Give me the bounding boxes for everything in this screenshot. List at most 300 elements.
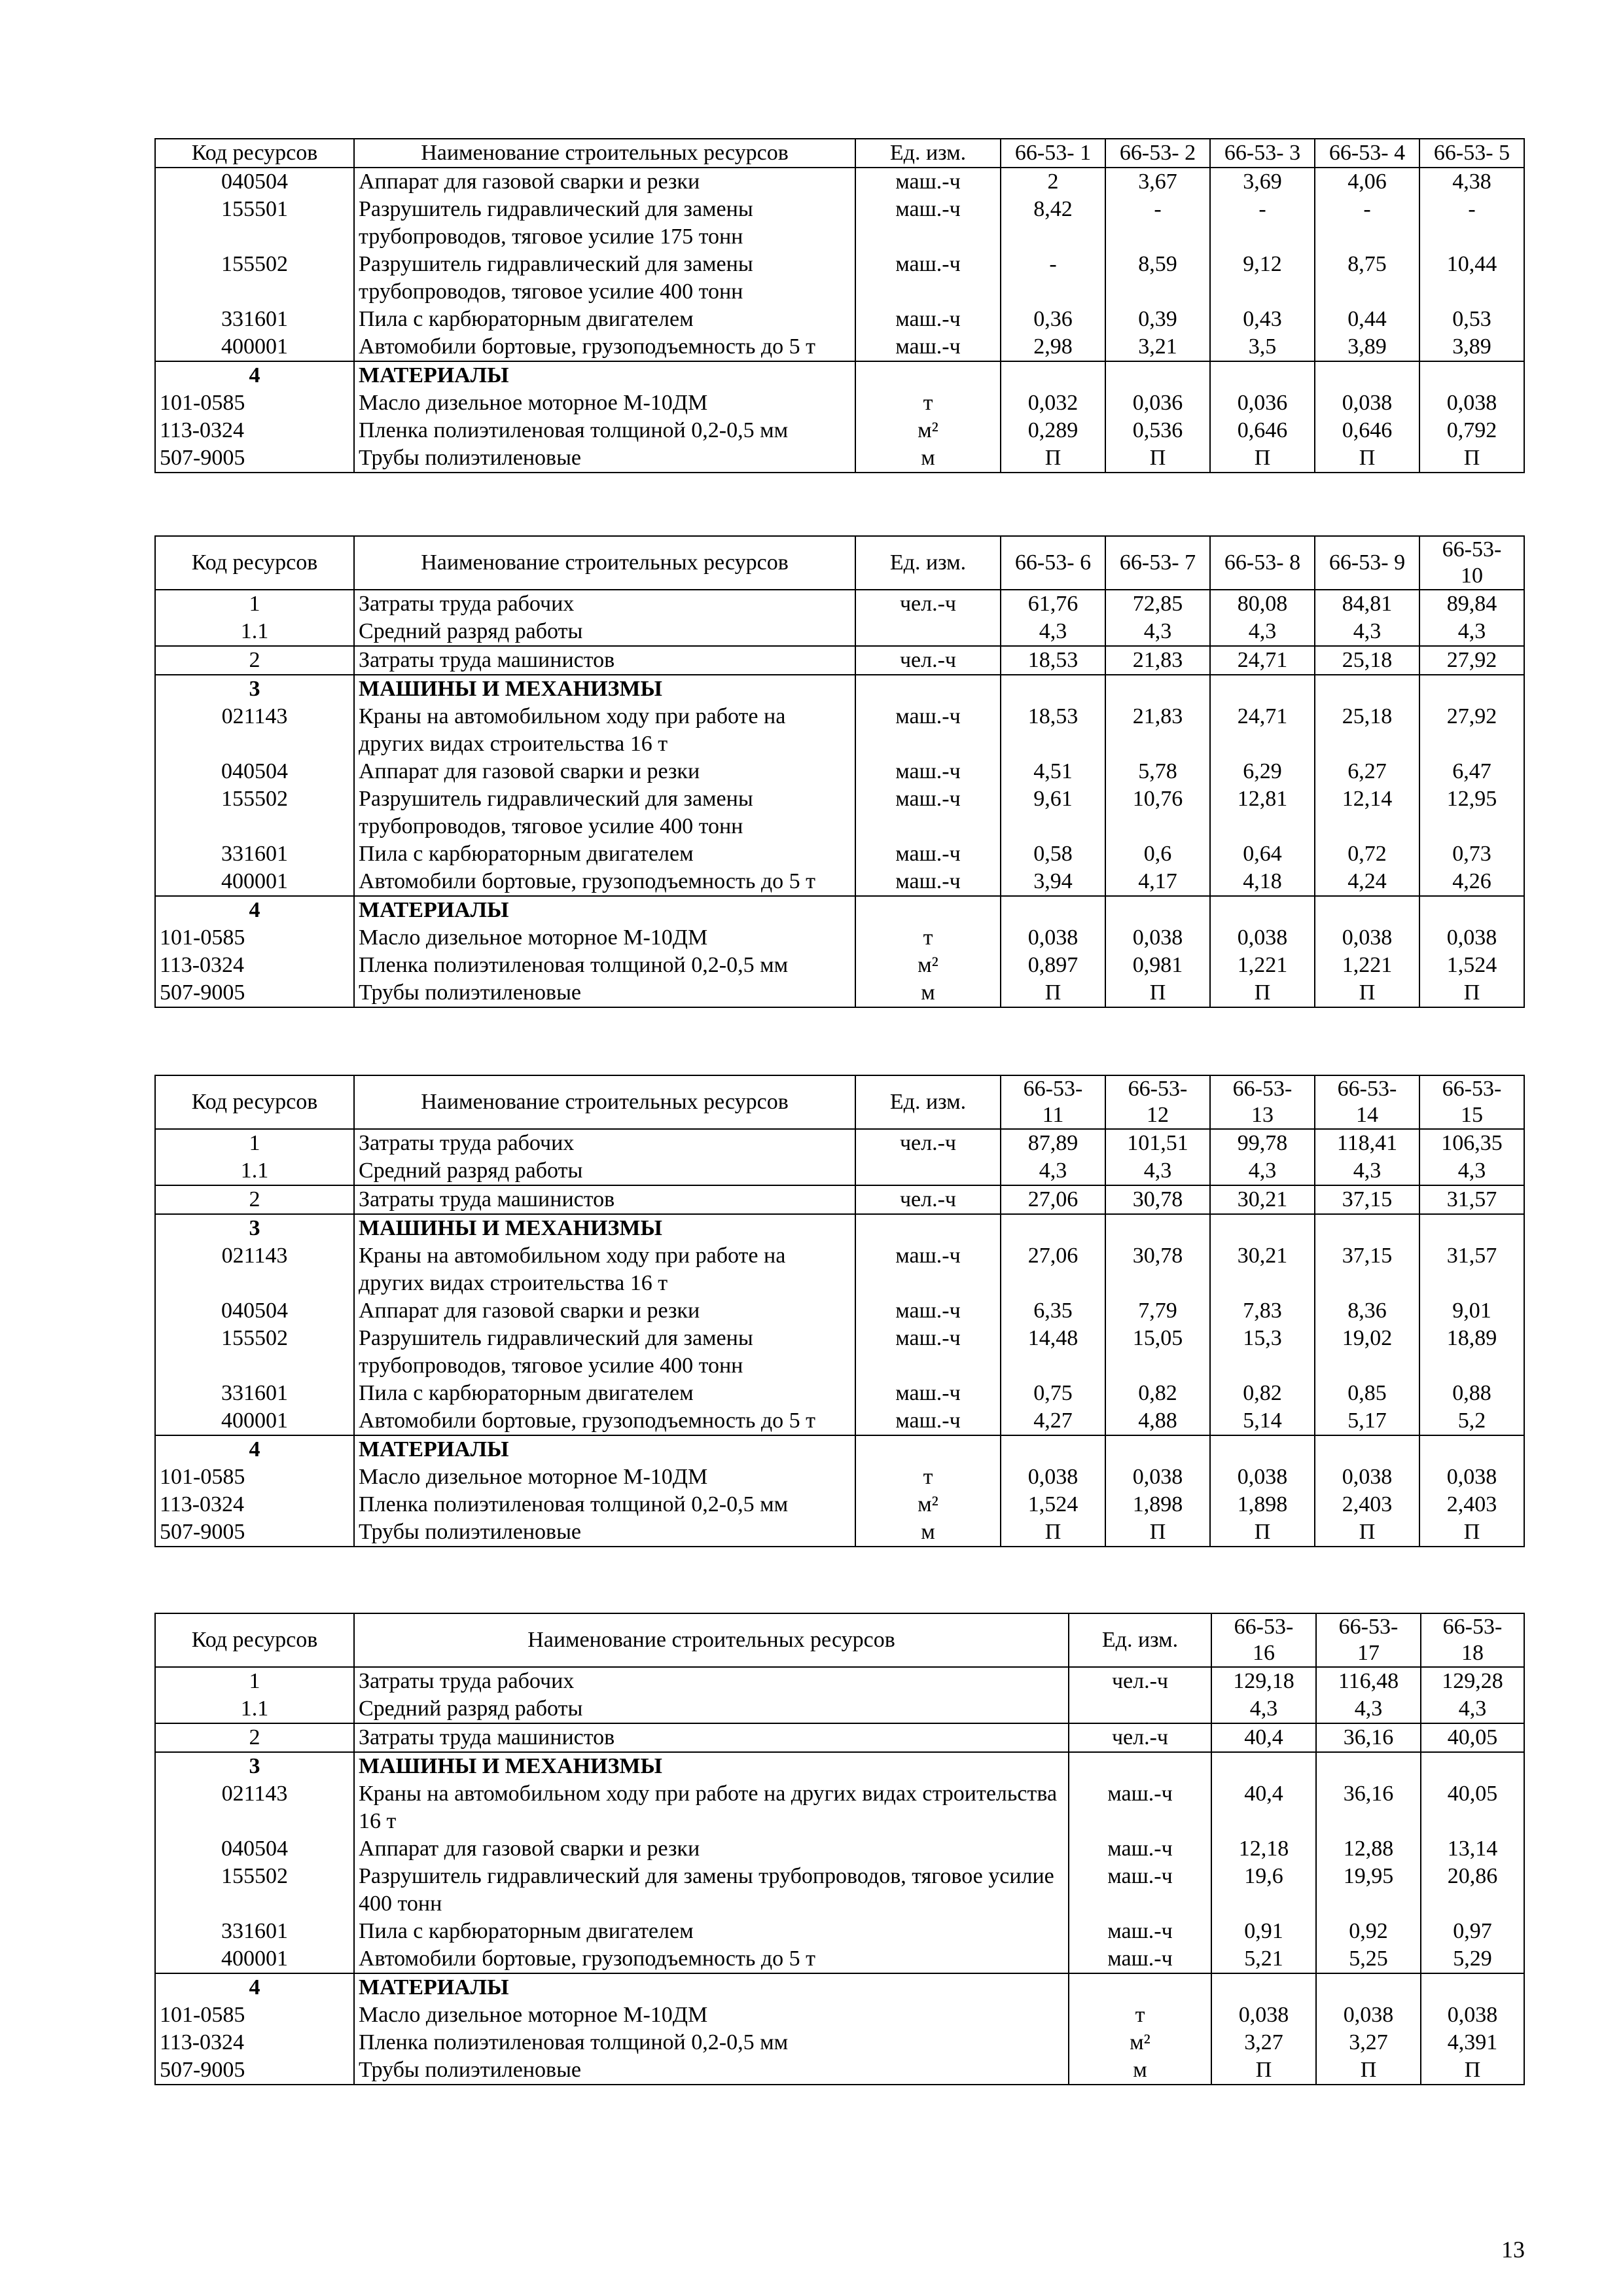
norm-value: 4,38 [1419, 168, 1524, 196]
resource-code: 400001 [155, 1945, 354, 1973]
norm-value: 18,89 [1419, 1325, 1524, 1380]
table-row [155, 675, 1524, 703]
resource-name: Средний разряд работы [354, 1695, 1069, 1723]
resource-name: Пила с карбюраторным двигателем [354, 1380, 855, 1407]
resource-name: Пленка полиэтиленовая толщиной 0,2-0,5 мм [354, 1491, 855, 1518]
header-code: Код ресурсов [155, 1075, 354, 1129]
norm-value: 2,98 [1001, 333, 1105, 361]
resource-code: 021143 [155, 703, 354, 758]
norm-value: 40,05 [1421, 1723, 1524, 1752]
resource-unit: м [855, 1518, 1001, 1547]
norm-value: 0,038 [1315, 1463, 1419, 1491]
table-row [155, 2001, 1524, 2029]
resource-name: Трубы полиэтиленовые [354, 979, 855, 1007]
resource-unit: маш.-ч [855, 1380, 1001, 1407]
resource-unit: чел.-ч [855, 590, 1001, 618]
resource-code: 400001 [155, 1407, 354, 1435]
resource-code: 331601 [155, 1918, 354, 1945]
norm-value [1105, 361, 1210, 389]
table-row [155, 1129, 1524, 1157]
header-unit: Ед. изм. [855, 1075, 1001, 1129]
resource-unit: м [1069, 2056, 1211, 2085]
resource-table-1 [154, 138, 1525, 473]
norm-value: 40,4 [1211, 1780, 1316, 1835]
norm-value [1211, 1752, 1316, 1780]
norm-value: 0,981 [1105, 952, 1210, 979]
resource-code: 4 [155, 1435, 354, 1463]
resource-name: Разрушитель гидравлический для замены трубопроводов, тяговое усилие 400 тонн [354, 785, 855, 840]
norm-value: 0,792 [1419, 417, 1524, 444]
norm-value: П [1419, 1518, 1524, 1547]
resource-name: Средний разряд работы [354, 1157, 855, 1185]
resource-unit: т [855, 389, 1001, 417]
norm-value [1105, 675, 1210, 703]
norm-value [1210, 1435, 1315, 1463]
resource-code: 3 [155, 675, 354, 703]
norm-value: 8,36 [1315, 1297, 1419, 1325]
norm-value: 8,75 [1315, 251, 1419, 306]
norm-value: - [1419, 196, 1524, 251]
norm-value: 27,92 [1419, 703, 1524, 758]
norm-value [1001, 1214, 1105, 1242]
norm-value [1316, 1973, 1421, 2001]
table-row [155, 646, 1524, 675]
norm-value: 0,6 [1105, 840, 1210, 868]
norm-value [1316, 1752, 1421, 1780]
resource-code: 2 [155, 1723, 354, 1752]
table-row [155, 1863, 1524, 1918]
norm-value: 106,35 [1419, 1129, 1524, 1157]
table-header-row [155, 1075, 1524, 1129]
norm-value: 1,524 [1001, 1491, 1105, 1518]
norm-value: П [1315, 444, 1419, 473]
resource-code: 155502 [155, 1325, 354, 1380]
resource-code: 331601 [155, 1380, 354, 1407]
norm-value [1001, 1435, 1105, 1463]
header-norm: 66-53- 1 [1001, 139, 1105, 168]
norm-value: 116,48 [1316, 1667, 1421, 1695]
norm-value: П [1105, 444, 1210, 473]
header-norm: 66-53- 8 [1210, 536, 1315, 590]
norm-value: 4,3 [1105, 618, 1210, 646]
table-header-row [155, 139, 1524, 168]
resource-unit: маш.-ч [855, 703, 1001, 758]
table-row [155, 1214, 1524, 1242]
norm-value: 30,78 [1105, 1242, 1210, 1297]
resource-unit: маш.-ч [1069, 1863, 1211, 1918]
header-norm: 66-53- 4 [1315, 139, 1419, 168]
header-unit: Ед. изм. [855, 536, 1001, 590]
norm-value: 30,21 [1210, 1185, 1315, 1214]
norm-value: 4,3 [1211, 1695, 1316, 1723]
resource-name: Автомобили бортовые, грузоподъемность до 5 т [354, 1945, 1069, 1973]
resource-name: Аппарат для газовой сварки и резки [354, 1297, 855, 1325]
table-row [155, 1407, 1524, 1435]
norm-value: 5,21 [1211, 1945, 1316, 1973]
norm-value: 37,15 [1315, 1242, 1419, 1297]
resource-name: Затраты труда машинистов [354, 1723, 1069, 1752]
resource-code: 3 [155, 1214, 354, 1242]
norm-value [1315, 1214, 1419, 1242]
norm-value: 12,95 [1419, 785, 1524, 840]
table-row [155, 979, 1524, 1007]
header-norm: 66-53- 5 [1419, 139, 1524, 168]
resource-name: МАШИНЫ И МЕХАНИЗМЫ [354, 675, 855, 703]
norm-value: 7,79 [1105, 1297, 1210, 1325]
norm-value: 3,21 [1105, 333, 1210, 361]
resource-unit [855, 1435, 1001, 1463]
norm-value: 3,27 [1316, 2029, 1421, 2056]
norm-value [1419, 1435, 1524, 1463]
resource-table-4 [154, 1613, 1525, 2085]
norm-value: 15,05 [1105, 1325, 1210, 1380]
resource-unit [855, 675, 1001, 703]
norm-value: 0,038 [1211, 2001, 1316, 2029]
table-row [155, 924, 1524, 952]
norm-value: 30,78 [1105, 1185, 1210, 1214]
header-name: Наименование строительных ресурсов [354, 1075, 855, 1129]
norm-value: 72,85 [1105, 590, 1210, 618]
norm-value: 24,71 [1210, 646, 1315, 675]
resource-unit: маш.-ч [855, 196, 1001, 251]
norm-value: 0,44 [1315, 306, 1419, 333]
norm-value: 3,27 [1211, 2029, 1316, 2056]
resource-code: 1 [155, 590, 354, 618]
table-row [155, 196, 1524, 251]
norm-value: 0,73 [1419, 840, 1524, 868]
resource-name: Разрушитель гидравлический для замены трубопроводов, тяговое усилие 400 тонн [354, 251, 855, 306]
norm-value: 0,53 [1419, 306, 1524, 333]
norm-value: 101,51 [1105, 1129, 1210, 1157]
resource-name: Краны на автомобильном ходу при работе на других видах строительства 16 т [354, 1242, 855, 1297]
resource-name: МАШИНЫ И МЕХАНИЗМЫ [354, 1214, 855, 1242]
norm-value: 0,038 [1001, 1463, 1105, 1491]
resource-unit: т [1069, 2001, 1211, 2029]
norm-value [1419, 1214, 1524, 1242]
resource-unit [855, 361, 1001, 389]
table-row [155, 1435, 1524, 1463]
norm-value: 2,403 [1419, 1491, 1524, 1518]
resource-name: Трубы полиэтиленовые [354, 444, 855, 473]
norm-value: 4,51 [1001, 758, 1105, 785]
resource-code: 101-0585 [155, 389, 354, 417]
resource-code: 507-9005 [155, 979, 354, 1007]
norm-value: 4,88 [1105, 1407, 1210, 1435]
norm-value: 7,83 [1210, 1297, 1315, 1325]
resource-code: 021143 [155, 1780, 354, 1835]
resource-name: Затраты труда машинистов [354, 646, 855, 675]
norm-value: 0,032 [1001, 389, 1105, 417]
header-code: Код ресурсов [155, 139, 354, 168]
norm-value: 0,536 [1105, 417, 1210, 444]
norm-value: 1,524 [1419, 952, 1524, 979]
norm-value: 84,81 [1315, 590, 1419, 618]
norm-value: П [1210, 1518, 1315, 1547]
norm-value [1210, 896, 1315, 924]
norm-value: 14,48 [1001, 1325, 1105, 1380]
resource-name: Пила с карбюраторным двигателем [354, 840, 855, 868]
header-norm: 66-53- 10 [1419, 536, 1524, 590]
header-norm: 66-53- 18 [1421, 1613, 1524, 1667]
norm-value: 1,221 [1315, 952, 1419, 979]
resource-name: МАТЕРИАЛЫ [354, 361, 855, 389]
resource-unit: маш.-ч [855, 785, 1001, 840]
table-header-row [155, 1613, 1524, 1667]
resource-code: 040504 [155, 168, 354, 196]
norm-value: 18,53 [1001, 703, 1105, 758]
norm-value: 8,42 [1001, 196, 1105, 251]
header-code: Код ресурсов [155, 1613, 354, 1667]
norm-value: 19,6 [1211, 1863, 1316, 1918]
table-row [155, 444, 1524, 473]
norm-value: П [1001, 444, 1105, 473]
resource-unit: м [855, 444, 1001, 473]
resource-unit: маш.-ч [855, 868, 1001, 896]
norm-value: П [1315, 979, 1419, 1007]
resource-name: Трубы полиэтиленовые [354, 1518, 855, 1547]
table-row [155, 1157, 1524, 1185]
resource-code: 021143 [155, 1242, 354, 1297]
norm-value: 36,16 [1316, 1723, 1421, 1752]
norm-value: 5,2 [1419, 1407, 1524, 1435]
norm-value [1105, 896, 1210, 924]
resource-code: 155502 [155, 785, 354, 840]
norm-value: 0,82 [1210, 1380, 1315, 1407]
resource-unit [855, 896, 1001, 924]
norm-value: 15,3 [1210, 1325, 1315, 1380]
norm-value: 4,3 [1105, 1157, 1210, 1185]
norm-value: 12,81 [1210, 785, 1315, 840]
norm-value [1210, 1214, 1315, 1242]
header-name: Наименование строительных ресурсов [354, 139, 855, 168]
resource-unit: чел.-ч [1069, 1723, 1211, 1752]
norm-value: 0,58 [1001, 840, 1105, 868]
resource-code: 400001 [155, 333, 354, 361]
norm-value: 118,41 [1315, 1129, 1419, 1157]
table-row [155, 168, 1524, 196]
norm-value: 0,038 [1315, 924, 1419, 952]
resource-name: Масло дизельное моторное М-10ДМ [354, 2001, 1069, 2029]
resource-code: 331601 [155, 840, 354, 868]
table-row [155, 1945, 1524, 1973]
resource-name: Автомобили бортовые, грузоподъемность до 5 т [354, 1407, 855, 1435]
norm-value: П [1001, 979, 1105, 1007]
norm-value: 4,3 [1419, 1157, 1524, 1185]
table-row [155, 1380, 1524, 1407]
header-code: Код ресурсов [155, 536, 354, 590]
norm-value: 27,06 [1001, 1185, 1105, 1214]
table-row [155, 1325, 1524, 1380]
resource-unit: маш.-ч [855, 1242, 1001, 1297]
norm-value: 1,898 [1105, 1491, 1210, 1518]
resource-name: Пила с карбюраторным двигателем [354, 306, 855, 333]
resource-name: Автомобили бортовые, грузоподъемность до 5 т [354, 333, 855, 361]
norm-value: 0,43 [1210, 306, 1315, 333]
header-norm: 66-53- 2 [1105, 139, 1210, 168]
norm-value: 40,4 [1211, 1723, 1316, 1752]
resource-name: МАТЕРИАЛЫ [354, 896, 855, 924]
norm-value: П [1105, 979, 1210, 1007]
table-row [155, 251, 1524, 306]
norm-value: 8,59 [1105, 251, 1210, 306]
header-name: Наименование строительных ресурсов [354, 536, 855, 590]
norm-value [1001, 675, 1105, 703]
resource-code: 507-9005 [155, 444, 354, 473]
norm-value: 9,61 [1001, 785, 1105, 840]
table-row [155, 1518, 1524, 1547]
norm-value: 6,29 [1210, 758, 1315, 785]
norm-value [1210, 361, 1315, 389]
resource-code: 2 [155, 646, 354, 675]
resource-code: 4 [155, 1973, 354, 2001]
norm-value: - [1210, 196, 1315, 251]
norm-value: 10,76 [1105, 785, 1210, 840]
norm-value [1419, 896, 1524, 924]
resource-code: 155502 [155, 1863, 354, 1918]
norm-value: П [1210, 979, 1315, 1007]
resource-unit [1069, 1695, 1211, 1723]
resource-unit [855, 618, 1001, 646]
header-norm: 66-53- 3 [1210, 139, 1315, 168]
norm-value: 0,646 [1210, 417, 1315, 444]
resource-code: 101-0585 [155, 1463, 354, 1491]
resource-name: Затраты труда рабочих [354, 1667, 1069, 1695]
norm-value: 0,92 [1316, 1918, 1421, 1945]
norm-value: 9,12 [1210, 251, 1315, 306]
resource-code: 1.1 [155, 1157, 354, 1185]
resource-code: 400001 [155, 868, 354, 896]
header-norm: 66-53- 13 [1210, 1075, 1315, 1129]
norm-value: 31,57 [1419, 1185, 1524, 1214]
resource-unit: м² [1069, 2029, 1211, 2056]
resource-code: 507-9005 [155, 2056, 354, 2085]
resource-name: Аппарат для газовой сварки и резки [354, 758, 855, 785]
norm-value: П [1421, 2056, 1524, 2085]
norm-value: П [1315, 1518, 1419, 1547]
header-unit: Ед. изм. [855, 139, 1001, 168]
table-row [155, 785, 1524, 840]
norm-value: 129,28 [1421, 1667, 1524, 1695]
table-row [155, 2056, 1524, 2085]
resource-unit: маш.-ч [855, 306, 1001, 333]
table-row [155, 952, 1524, 979]
norm-value: 0,88 [1419, 1380, 1524, 1407]
table-row [155, 333, 1524, 361]
resource-code: 155502 [155, 251, 354, 306]
norm-value [1315, 361, 1419, 389]
resource-name: МАШИНЫ И МЕХАНИЗМЫ [354, 1752, 1069, 1780]
norm-value: П [1211, 2056, 1316, 2085]
norm-value: 0,036 [1210, 389, 1315, 417]
norm-value [1105, 1214, 1210, 1242]
table-row [155, 1780, 1524, 1835]
resource-unit: м² [855, 417, 1001, 444]
norm-value: 3,67 [1105, 168, 1210, 196]
norm-value: 9,01 [1419, 1297, 1524, 1325]
norm-value: 6,47 [1419, 758, 1524, 785]
norm-value: 1,898 [1210, 1491, 1315, 1518]
norm-value: 0,038 [1001, 924, 1105, 952]
table-row [155, 590, 1524, 618]
norm-value: 0,64 [1210, 840, 1315, 868]
norm-value: 4,17 [1105, 868, 1210, 896]
resource-unit: маш.-ч [1069, 1835, 1211, 1863]
norm-value: 4,3 [1001, 618, 1105, 646]
resource-table-3 [154, 1075, 1525, 1547]
resource-name: МАТЕРИАЛЫ [354, 1435, 855, 1463]
resource-code: 101-0585 [155, 2001, 354, 2029]
resource-code: 3 [155, 1752, 354, 1780]
norm-value: 4,18 [1210, 868, 1315, 896]
norm-value: 5,25 [1316, 1945, 1421, 1973]
table-row [155, 1242, 1524, 1297]
header-norm: 66-53- 17 [1316, 1613, 1421, 1667]
norm-value: 0,36 [1001, 306, 1105, 333]
norm-value: 0,75 [1001, 1380, 1105, 1407]
norm-value: 4,27 [1001, 1407, 1105, 1435]
norm-value: 27,06 [1001, 1242, 1105, 1297]
norm-value: 0,038 [1419, 389, 1524, 417]
header-norm: 66-53- 6 [1001, 536, 1105, 590]
norm-value: П [1419, 979, 1524, 1007]
table-header-row [155, 536, 1524, 590]
resource-name: Разрушитель гидравлический для замены трубопроводов, тяговое усилие 400 тонн [354, 1863, 1069, 1918]
resource-name: Аппарат для газовой сварки и резки [354, 168, 855, 196]
norm-value [1315, 1435, 1419, 1463]
resource-unit: м² [855, 952, 1001, 979]
norm-value: 27,92 [1419, 646, 1524, 675]
norm-value: 0,85 [1315, 1380, 1419, 1407]
table-row [155, 1463, 1524, 1491]
norm-value: 0,72 [1315, 840, 1419, 868]
norm-value: 89,84 [1419, 590, 1524, 618]
norm-value: 0,39 [1105, 306, 1210, 333]
norm-value: 30,21 [1210, 1242, 1315, 1297]
resource-name: Автомобили бортовые, грузоподъемность до 5 т [354, 868, 855, 896]
norm-value: 2 [1001, 168, 1105, 196]
resource-name: Масло дизельное моторное М-10ДМ [354, 1463, 855, 1491]
norm-value: 25,18 [1315, 703, 1419, 758]
norm-value: 4,3 [1001, 1157, 1105, 1185]
resource-name: Затраты труда рабочих [354, 1129, 855, 1157]
norm-value [1001, 896, 1105, 924]
norm-value: 4,391 [1421, 2029, 1524, 2056]
table-row [155, 1918, 1524, 1945]
resource-name: Краны на автомобильном ходу при работе на других видах строительства 16 т [354, 1780, 1069, 1835]
resource-name: Масло дизельное моторное М-10ДМ [354, 924, 855, 952]
norm-value: 4,3 [1316, 1695, 1421, 1723]
resource-name: Краны на автомобильном ходу при работе на других видах строительства 16 т [354, 703, 855, 758]
table-row [155, 361, 1524, 389]
norm-value: 61,76 [1001, 590, 1105, 618]
resource-unit: маш.-ч [1069, 1918, 1211, 1945]
page-number: 13 [1501, 2236, 1525, 2263]
resource-code: 113-0324 [155, 1491, 354, 1518]
norm-value: 4,3 [1315, 1157, 1419, 1185]
norm-value: 0,038 [1105, 924, 1210, 952]
norm-value: 0,038 [1315, 389, 1419, 417]
norm-value: 12,88 [1316, 1835, 1421, 1863]
table-row [155, 703, 1524, 758]
norm-value: П [1210, 444, 1315, 473]
norm-value: - [1105, 196, 1210, 251]
norm-value: 4,3 [1210, 1157, 1315, 1185]
norm-value: - [1315, 196, 1419, 251]
table-row [155, 1667, 1524, 1695]
norm-value: 20,86 [1421, 1863, 1524, 1918]
norm-value: 21,83 [1105, 703, 1210, 758]
resource-code: 1.1 [155, 618, 354, 646]
